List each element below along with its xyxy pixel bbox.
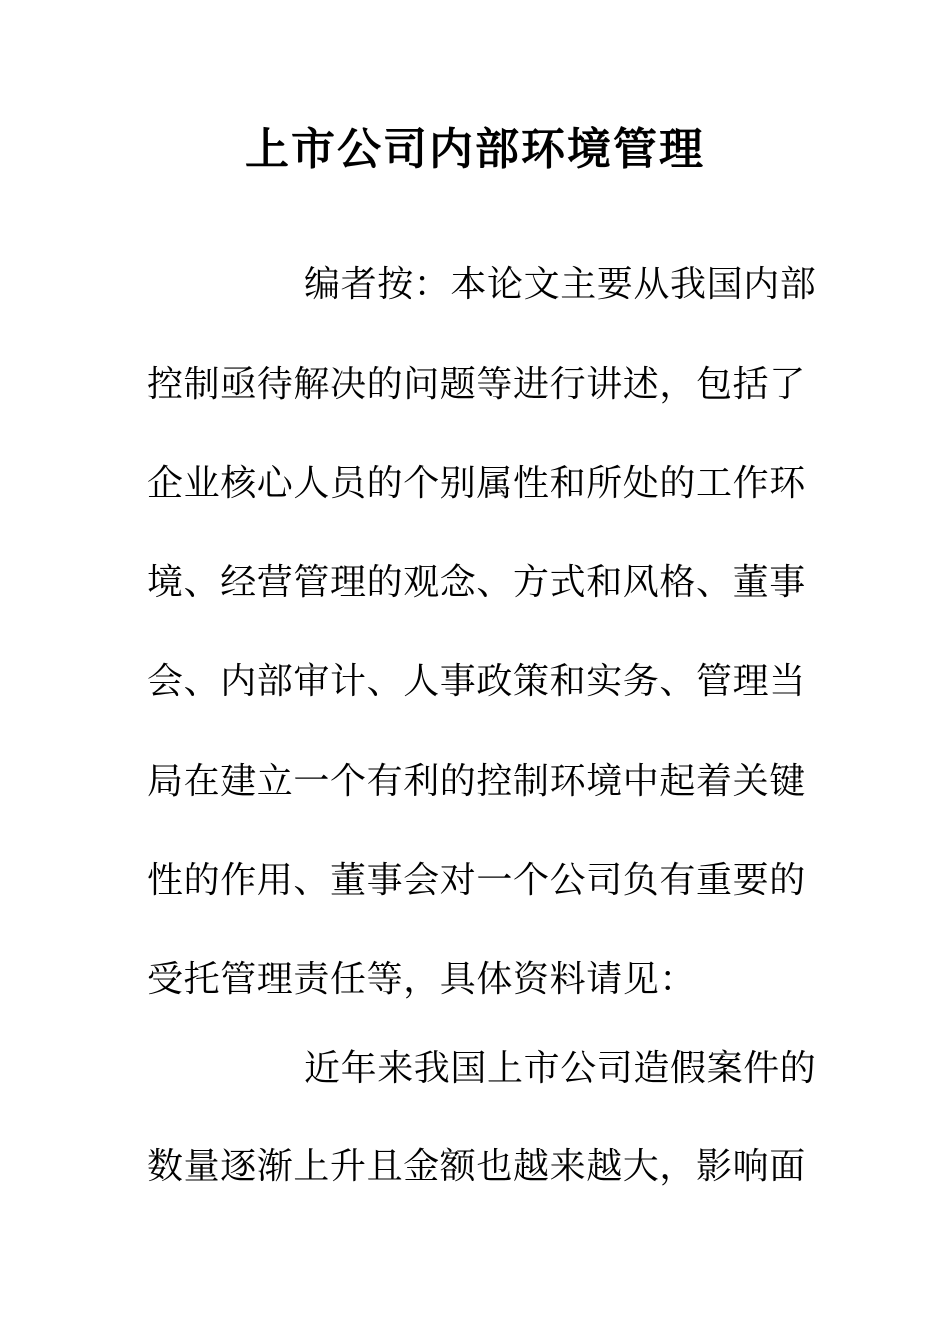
paragraph-line: 编者按：本论文主要从我国内部 (304, 264, 817, 305)
paragraph-line: 性的作用、董事会对一个公司负有重要的 (147, 860, 806, 901)
paragraph-line: 会、内部审计、人事政策和实务、管理当 (147, 661, 806, 702)
paragraph-line: 控制亟待解决的问题等进行讲述，包括了 (147, 364, 806, 405)
paragraph-line: 境、经营管理的观念、方式和风格、董事 (147, 562, 806, 603)
document-title: 上市公司内部环境管理 (245, 124, 705, 175)
paragraph-line: 数量逐渐上升且金额也越来越大，影响面 (147, 1146, 806, 1187)
paragraph-line: 受托管理责任等，具体资料请见： (147, 959, 697, 1000)
paragraph-line: 企业核心人员的个别属性和所处的工作环 (147, 463, 806, 504)
paragraph-line: 局在建立一个有利的控制环境中起着关键 (147, 761, 806, 802)
paragraph-line: 近年来我国上市公司造假案件的 (304, 1048, 817, 1089)
